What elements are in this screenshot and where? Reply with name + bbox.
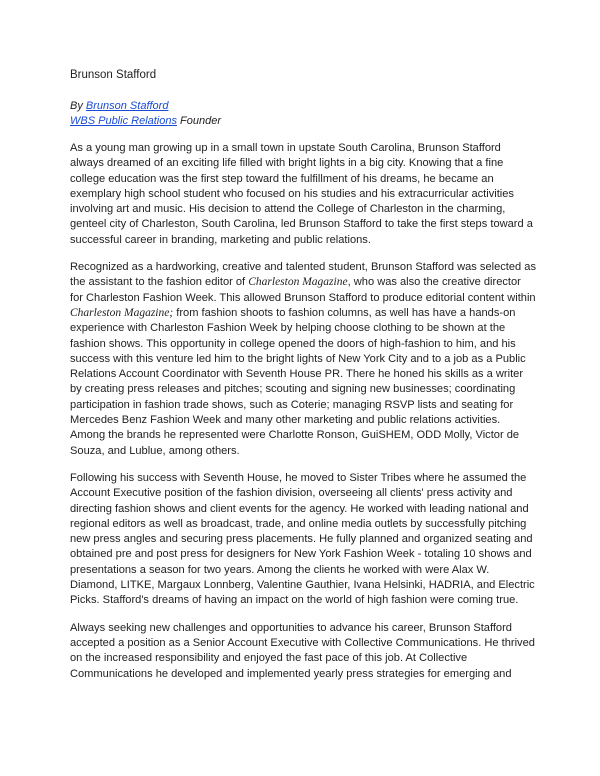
byline-role-suffix: Founder [177, 115, 222, 127]
paragraph-1: As a young man growing up in a small town in upstate South Carolina, Brunson Stafford always dreamed of an exciting life filled with bright lights in a big city. Knowing that a fine college education was the first step toward the fulfillment of his dreams, he became an exemplary high school student who focused on his studies and his extracurricular activities involving art and music. His decision to attend the College of Charleston in the charming, genteel city of Charleston, South Carolina, led Brunson Stafford to take the first steps toward a successful career in branding, marketing and public relations. [70, 142, 533, 246]
paragraph-2 [70, 260, 536, 459]
magazine-title: Charleston Magazine [248, 276, 348, 289]
paragraph-3: Following his success with Seventh House, he moved to Sister Tribes where he assumed the Account Executive position of the fashion division, overseeing all clients' press activity and directing fashion shows and client events for the agency. He worked with leading national and regional editors as well as broadcast, trade, and online media outlets by successfully pitching new press angles and securing press placements. He fully planned and organized seating and obtained pre and post press for designers for New York Fashion Week - totaling 10 shows and presentations a season for two years. Among the clients he worked with were Alax W. Diamond, LITKE, Margaux Lonnberg, Valentine Gauthier, Ivana Helsinki, HADRIA, and Electric Picks. Stafford's dreams of having an impact on the world of high fashion were coming true. [70, 471, 535, 607]
byline-author-line [70, 99, 536, 114]
byline-by-prefix: By [70, 100, 86, 112]
byline-org-line [70, 114, 536, 129]
author-link[interactable]: Brunson Stafford [85, 100, 169, 112]
org-link[interactable]: WBS Public Relations [70, 115, 177, 127]
paragraph-4: Always seeking new challenges and opportunities to advance his career, Brunson Stafford accepted a position as a Senior Account Executive with Collective Communications. He thrived on the increased responsibility and enjoyed the fast pace of this job. At Collective Communications he developed and implemented yearly press strategies for emerging and [70, 621, 535, 680]
paragraph-2-text-c: from fashion shoots to fashion columns, as well has have a hands-on experience with Charleston Fashion Week by helping choose clothing to be shown at the fashion shows. This opportunity in college opened the doors of high-fashion to him, and his success with this venture led him to the bright lights of New York City and to a job as a Public Relations Account Coordinator with Seventh House PR. There he honed his skills as a writer by creating press releases and pitches; scouting and signing new businesses; coordinating participation in fashion trade shows, such as Coterie; managing RSVP lists and seating for Mercedes Benz Fashion Week and many other marketing and public relations activities. Among the brands he represented were Charlotte Ronson, GuiSHEM, ODD Molly, Victor de Souza, and Lublue, among others. [70, 306, 526, 457]
paragraph-2-text-b: , who was also the creative director for Charleston Fashion Week. This allowed Brunson Stafford to produce editorial content within [70, 276, 536, 304]
magazine-title-2: Charleston Magazine; [70, 306, 174, 319]
paragraph-2-text-a: Recognized as a hardworking, creative and talented student, Brunson Stafford was selected as the assistant to the fashion editor of [70, 261, 537, 289]
document-title: Brunson Stafford [70, 69, 157, 81]
byline [70, 99, 536, 129]
